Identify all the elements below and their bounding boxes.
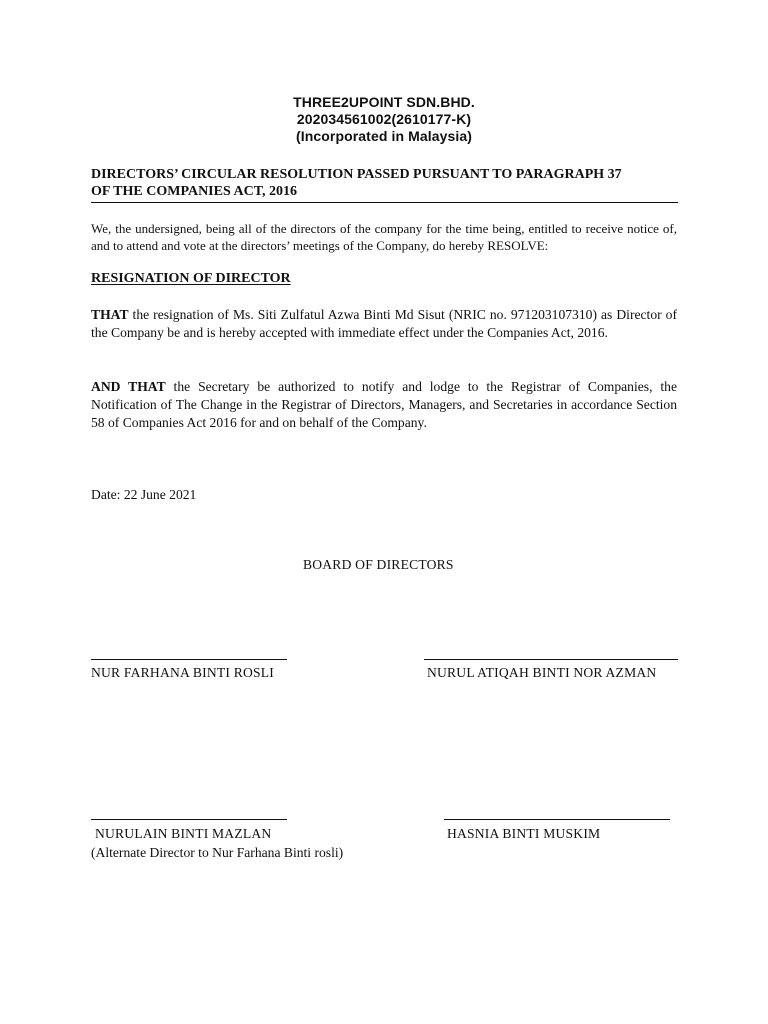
board-of-directors-label: BOARD OF DIRECTORS (303, 557, 454, 572)
signatory-name: NURULAIN BINTI MAZLAN (95, 826, 272, 841)
signatory-note: (Alternate Director to Nur Farhana Binti rosli) (91, 845, 344, 860)
company-header (0, 94, 768, 145)
company-name: THREE2UPOINT SDN.BHD. (293, 94, 475, 110)
resolution-lead: AND THAT (91, 379, 166, 394)
section-heading: RESIGNATION OF DIRECTOR (91, 271, 291, 286)
circular-title-line-1: DIRECTORS’ CIRCULAR RESOLUTION PASSED PURSUANT TO PARAGRAPH 37 (91, 167, 622, 182)
signature-line (91, 819, 287, 820)
signatory-name: HASNIA BINTI MUSKIM (447, 826, 601, 841)
resolution-date: Date: 22 June 2021 (91, 487, 197, 502)
signatory-name: NURUL ATIQAH BINTI NOR AZMAN (427, 665, 657, 680)
resolution-text: the Secretary be authorized to notify and lodge to the Registrar of Companies, the Notification of The Change in the Registrar of Directors, Managers, and Secretaries in accordance Section 58 of Companies Act 2016 for and on behalf of the Company. (91, 379, 677, 430)
circular-title-line-2: OF THE COMPANIES ACT, 2016 (91, 184, 298, 199)
circular-title (91, 166, 678, 203)
company-registration-number: 202034561002(2610177-K) (296, 111, 472, 127)
signature-line (424, 659, 678, 660)
resolution-paragraph (91, 306, 677, 342)
resolution-lead: THAT (91, 307, 129, 322)
signature-line (444, 819, 670, 820)
signatory-name: NUR FARHANA BINTI ROSLI (91, 665, 274, 680)
incorporation-note: (Incorporated in Malaysia) (295, 128, 473, 144)
resolution-paragraph (91, 378, 677, 432)
resolution-text: the resignation of Ms. Siti Zulfatul Azwa Binti Md Sisut (NRIC no. 971203107310) as Director of the Company be and is hereby accepted with immediate effect under the Companies Act, 2016. (91, 307, 677, 340)
intro-paragraph: We, the undersigned, being all of the directors of the company for the time being, entitled to receive notice of, and to attend and vote at the directors’ meetings of the Company, do hereby RESOLVE: (91, 221, 677, 253)
signature-line (91, 659, 287, 660)
